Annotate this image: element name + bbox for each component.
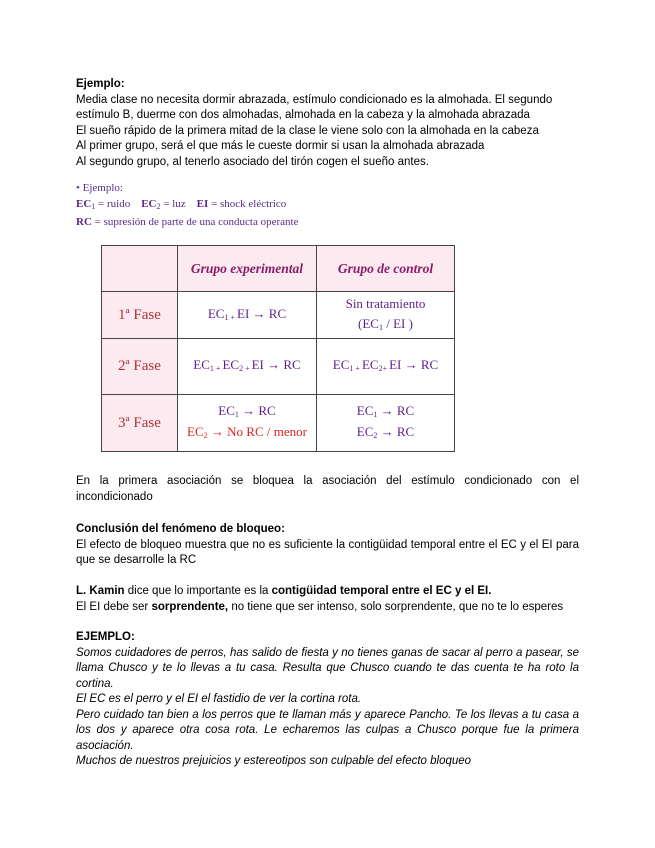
exp-cell: $EC_1$ $_+$ $EC_2$ $_+$ EI → RC bbox=[178, 339, 317, 395]
after-table-paragraph: En la primera asociación se bloquea la asociación del estímulo condicionado con el incondicionado bbox=[76, 475, 579, 503]
kamin-line-2: El EI debe ser sorprendente, no tiene que ser intenso, solo sorprendente, que no te lo esperes bbox=[76, 600, 564, 613]
conclusion-heading: Conclusión del fenómeno de bloqueo: bbox=[76, 523, 285, 535]
table-row bbox=[102, 395, 455, 452]
ctrl-cell: $EC_1$ $_+$ $EC_{2+}$ EI → RC bbox=[317, 339, 455, 395]
figure-legend bbox=[76, 181, 476, 229]
table-corner bbox=[102, 246, 178, 292]
example-line: Al segundo grupo, al tenerlo asociado del tirón cogen el sueño antes. bbox=[76, 155, 429, 168]
figure-bullet: • Ejemplo: bbox=[76, 182, 123, 194]
example-line: El sueño rápido de la primera mitad de la clase le viene solo con la almohada en la cabeza bbox=[76, 124, 539, 137]
phase-label: 1ª Fase bbox=[102, 292, 178, 339]
example-line: Media clase no necesita dormir abrazada, estímulo condicionado es la almohada. El segundo bbox=[76, 93, 553, 106]
header-experimental: Grupo experimental bbox=[178, 246, 317, 292]
example2-paragraph: Pero cuidado tan bien a los perros que te llaman más y aparece Pancho. Te los llevas a tu casa a los dos y aparece otra cosa rota. Le echaremos las culpas a Chusco porque fue la primera asociación. bbox=[76, 708, 579, 752]
ctrl-cell: $EC_1$ → RC $EC_2$ → RC bbox=[317, 395, 455, 452]
ctrl-cell: Sin tratamiento ($EC_1$ / EI ) bbox=[317, 292, 455, 339]
phase-label: 2ª Fase bbox=[102, 339, 178, 395]
exp-cell: $EC_1$ $_+$ EI → RC bbox=[178, 292, 317, 339]
table-row bbox=[102, 339, 455, 395]
conclusion-section bbox=[76, 522, 579, 569]
legend-line-2: RC = supresión de parte de una conducta operante bbox=[76, 216, 299, 228]
example-line: estímulo B, duerme con dos almohadas, almohada en la cabeza y la almohada abrazada bbox=[76, 109, 530, 121]
example2-heading: EJEMPLO: bbox=[76, 631, 135, 643]
phase-label: 3ª Fase bbox=[102, 395, 178, 452]
example-heading: Ejemplo: bbox=[76, 78, 125, 90]
example2-paragraph: Muchos de nuestros prejuicios y estereotipos son culpable del efecto bloqueo bbox=[76, 755, 472, 767]
kamin-line-1: L. Kamin dice que lo importante es la contigüidad temporal entre el EC y el EI. bbox=[76, 585, 492, 597]
header-control: Grupo de control bbox=[317, 246, 455, 292]
example2-section bbox=[76, 630, 579, 770]
exp-cell: $EC_1$ → RC $EC_2 \to No$ RC / menor bbox=[178, 395, 317, 452]
example-line: Al primer grupo, será el que más le cueste dormir si usan la almohada abrazada bbox=[76, 140, 485, 152]
kamin-section bbox=[76, 584, 579, 615]
table-row bbox=[102, 292, 455, 339]
example2-paragraph: Somos cuidadores de perros, has salido de fiesta y no tienes ganas de sacar al perro a pasear, se llama Chusco y te lo llevas a tu casa. Resulta que Chusco cuando te das cuenta te ha roto la cortina. bbox=[76, 646, 579, 690]
conclusion-text: El efecto de bloqueo muestra que no es suficiente la contigüidad temporal entre el EC y el EI para que se desarrolle la RC bbox=[76, 538, 579, 566]
example-section bbox=[76, 77, 579, 170]
blocking-table bbox=[101, 245, 455, 452]
legend-line-1: $EC_1$ = ruido $EC_2$ = luz EI = shock eléctrico bbox=[76, 198, 287, 211]
table-header-row bbox=[102, 246, 455, 292]
example2-paragraph: El EC es el perro y el EI el fastidio de ver la cortina rota. bbox=[76, 693, 362, 705]
